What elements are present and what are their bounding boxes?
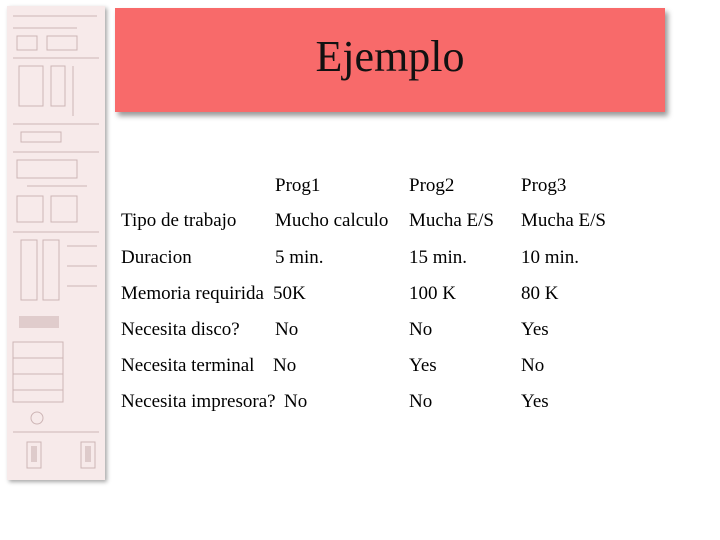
row-label-necesita-disco: Necesita disco?: [121, 319, 240, 340]
table-cell: 15 min.: [409, 247, 468, 268]
table-cell: No: [409, 391, 433, 412]
row-label-duracion: Duracion: [121, 247, 192, 268]
table-cell: Yes: [409, 355, 437, 376]
slide-title: Ejemplo: [315, 31, 465, 81]
table-cell: Mucha E/S: [521, 210, 606, 231]
table-cell: 50K: [273, 283, 306, 304]
table-cell: Mucho calculo: [275, 210, 389, 231]
table-cell: No: [284, 391, 308, 412]
table-cell: No: [409, 319, 433, 340]
row-label-necesita-terminal: Necesita terminal: [121, 355, 255, 376]
row-label-necesita-impresora: Necesita impresora?: [121, 391, 276, 412]
row-label-tipo-de-trabajo: Tipo de trabajo: [121, 210, 237, 231]
column-header-prog1: Prog1: [275, 175, 321, 196]
decorative-side-panel: [7, 6, 105, 480]
row-label-memoria-requirida: Memoria requirida: [121, 283, 264, 304]
table-cell: No: [275, 319, 299, 340]
table-cell: 10 min.: [521, 247, 580, 268]
column-header-prog3: Prog3: [521, 175, 567, 196]
table-cell: No: [273, 355, 297, 376]
circuit-diagram-decoration: [7, 6, 105, 480]
table-cell: Yes: [521, 319, 549, 340]
title-banner: [115, 8, 665, 112]
table-cell: 100 K: [409, 283, 456, 304]
table-cell: No: [521, 355, 545, 376]
table-cell: Yes: [521, 391, 549, 412]
table-cell: 5 min.: [275, 247, 324, 268]
table-cell: Mucha E/S: [409, 210, 494, 231]
table-cell: 80 K: [521, 283, 559, 304]
column-header-prog2: Prog2: [409, 175, 455, 196]
